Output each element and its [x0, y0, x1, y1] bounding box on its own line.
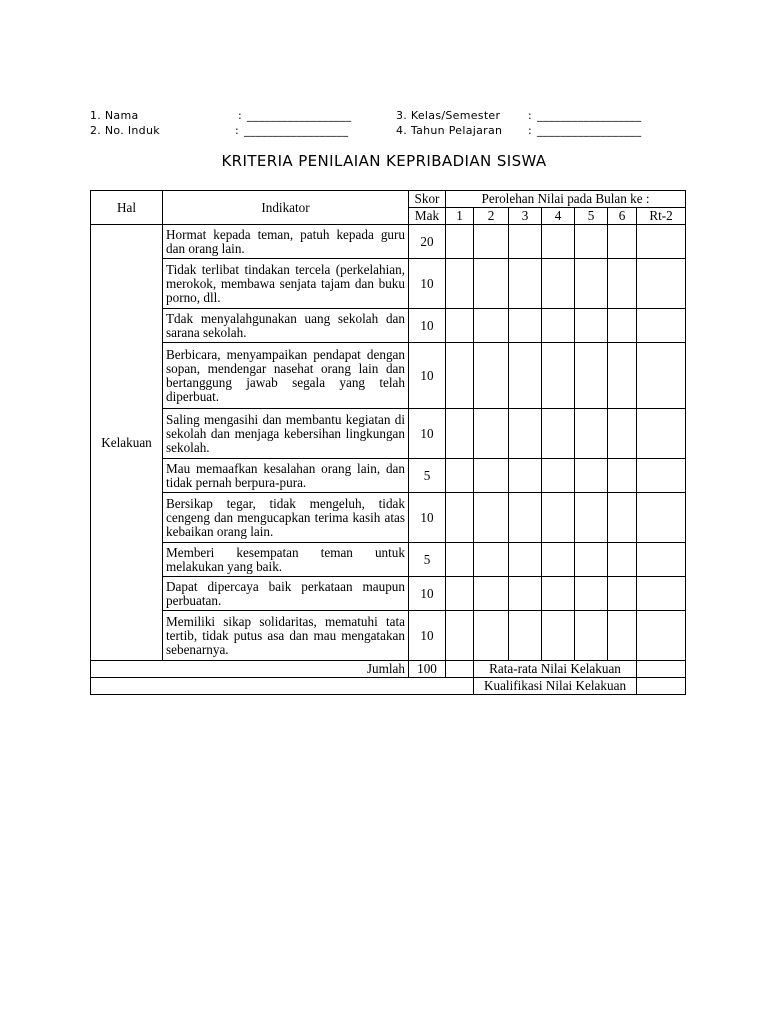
max-score: 10 — [409, 577, 446, 611]
field-tahun-blank[interactable]: __________________ — [537, 124, 642, 137]
category-kelakuan: Kelakuan — [91, 225, 163, 661]
indicator-text: Dapat dipercaya baik perkataan maupun perbuatan. — [163, 577, 409, 611]
table-row — [91, 611, 686, 661]
field-nama-sep: : — [238, 109, 243, 122]
header-perolehan: Perolehan Nilai pada Bulan ke : — [446, 191, 686, 208]
table-row — [91, 309, 686, 343]
assessment-table — [90, 190, 686, 695]
header-month-2: 2 — [474, 208, 509, 225]
score-cell[interactable] — [575, 343, 608, 409]
score-cell[interactable] — [542, 409, 575, 459]
score-cell[interactable] — [474, 611, 509, 661]
indicator-text: Saling mengasihi dan membantu kegiatan di sekolah dan menjaga kebersihan lingkungan sekolah. — [163, 409, 409, 459]
score-cell[interactable] — [509, 577, 542, 611]
field-kelas-blank[interactable]: __________________ — [537, 109, 642, 122]
score-cell[interactable] — [474, 543, 509, 577]
score-cell[interactable] — [637, 493, 686, 543]
table-row — [91, 225, 686, 259]
score-cell[interactable] — [542, 259, 575, 309]
header-indikator: Indikator — [163, 191, 409, 225]
score-cell[interactable] — [575, 409, 608, 459]
header-rt2: Rt-2 — [637, 208, 686, 225]
score-cell[interactable] — [637, 543, 686, 577]
indicator-text: Tdak menyalahgunakan uang sekolah dan sarana sekolah. — [163, 309, 409, 343]
score-cell[interactable] — [509, 259, 542, 309]
score-cell[interactable] — [542, 459, 575, 493]
score-cell[interactable] — [608, 343, 637, 409]
score-cell[interactable] — [608, 459, 637, 493]
score-cell[interactable] — [474, 309, 509, 343]
score-cell[interactable] — [446, 577, 474, 611]
score-cell[interactable] — [575, 493, 608, 543]
score-cell[interactable] — [637, 309, 686, 343]
table-row — [91, 343, 686, 409]
score-cell[interactable] — [509, 611, 542, 661]
max-score: 10 — [409, 611, 446, 661]
score-cell[interactable] — [474, 343, 509, 409]
score-cell[interactable] — [637, 577, 686, 611]
indicator-text: Tidak terlibat tindakan tercela (perkelahian, merokok, membawa senjata tajam dan buku porno, dll. — [163, 259, 409, 309]
score-cell[interactable] — [542, 493, 575, 543]
max-score: 10 — [409, 493, 446, 543]
score-cell[interactable] — [575, 543, 608, 577]
score-cell[interactable] — [542, 225, 575, 259]
score-cell[interactable] — [446, 259, 474, 309]
table-row — [91, 493, 686, 543]
score-cell[interactable] — [542, 543, 575, 577]
score-cell[interactable] — [509, 459, 542, 493]
max-score: 10 — [409, 409, 446, 459]
score-cell[interactable] — [637, 611, 686, 661]
score-cell[interactable] — [542, 611, 575, 661]
score-cell[interactable] — [542, 343, 575, 409]
score-cell[interactable] — [446, 611, 474, 661]
score-cell[interactable] — [575, 459, 608, 493]
rata-rata-label: Rata-rata Nilai Kelakuan — [474, 661, 637, 678]
header-mak: Mak — [409, 208, 446, 225]
max-score: 10 — [409, 259, 446, 309]
indicator-text: Bersikap tegar, tidak mengeluh, tidak cengeng dan mengucapkan terima kasih atas kebaikan orang lain. — [163, 493, 409, 543]
score-cell[interactable] — [446, 459, 474, 493]
field-tahun-label: 4. Tahun Pelajaran — [396, 124, 503, 137]
max-score: 5 — [409, 543, 446, 577]
kualifikasi-row — [91, 678, 686, 695]
score-cell[interactable] — [509, 309, 542, 343]
field-no-induk-sep: : — [235, 124, 240, 137]
field-no-induk-label: 2. No. Induk — [90, 124, 160, 137]
score-cell[interactable] — [637, 225, 686, 259]
score-cell[interactable] — [608, 493, 637, 543]
kualifikasi-label: Kualifikasi Nilai Kelakuan — [474, 678, 637, 695]
indicator-text: Memberi kesempatan teman untuk melakukan yang baik. — [163, 543, 409, 577]
score-cell[interactable] — [509, 343, 542, 409]
header-month-3: 3 — [509, 208, 542, 225]
table-row — [91, 409, 686, 459]
jumlah-value: 100 — [409, 661, 446, 678]
score-cell[interactable] — [608, 309, 637, 343]
score-cell[interactable] — [575, 611, 608, 661]
kualifikasi-value-cell[interactable] — [637, 678, 686, 695]
score-cell[interactable] — [509, 225, 542, 259]
score-cell[interactable] — [446, 309, 474, 343]
header-month-4: 4 — [542, 208, 575, 225]
field-kelas-label: 3. Kelas/Semester — [396, 109, 501, 122]
score-cell[interactable] — [509, 409, 542, 459]
field-kelas-sep: : — [528, 109, 533, 122]
table-row — [91, 577, 686, 611]
header-month-1: 1 — [446, 208, 474, 225]
field-nama-blank[interactable]: __________________ — [247, 109, 352, 122]
score-cell[interactable] — [608, 543, 637, 577]
score-cell[interactable] — [608, 259, 637, 309]
score-cell[interactable] — [474, 459, 509, 493]
field-tahun-sep: : — [528, 124, 533, 137]
score-cell[interactable] — [608, 577, 637, 611]
score-cell[interactable] — [446, 343, 474, 409]
footer-empty-cell — [91, 678, 474, 695]
indicator-text: Hormat kepada teman, patuh kepada guru dan orang lain. — [163, 225, 409, 259]
score-cell[interactable] — [509, 543, 542, 577]
score-cell[interactable] — [446, 543, 474, 577]
score-cell[interactable] — [474, 409, 509, 459]
table-row — [91, 543, 686, 577]
indicator-text: Mau memaafkan kesalahan orang lain, dan tidak pernah berpura-pura. — [163, 459, 409, 493]
score-cell[interactable] — [474, 577, 509, 611]
field-nama-label: 1. Nama — [90, 109, 139, 122]
score-cell[interactable] — [509, 493, 542, 543]
table-row — [91, 259, 686, 309]
score-cell[interactable] — [575, 577, 608, 611]
header-skor: Skor — [409, 191, 446, 208]
score-cell[interactable] — [637, 259, 686, 309]
jumlah-label: Jumlah — [91, 661, 409, 678]
header-month-6: 6 — [608, 208, 637, 225]
score-cell[interactable] — [575, 309, 608, 343]
score-cell[interactable] — [637, 459, 686, 493]
score-cell[interactable] — [575, 225, 608, 259]
header-hal: Hal — [91, 191, 163, 225]
score-cell[interactable] — [474, 493, 509, 543]
jumlah-row — [91, 661, 686, 678]
rata-rata-value-cell[interactable] — [637, 661, 686, 678]
score-cell[interactable] — [575, 259, 608, 309]
max-score: 5 — [409, 459, 446, 493]
score-cell[interactable] — [446, 409, 474, 459]
score-cell[interactable] — [474, 259, 509, 309]
score-cell[interactable] — [637, 409, 686, 459]
score-cell[interactable] — [637, 343, 686, 409]
indicator-text: Berbicara, menyampaikan pendapat dengan sopan, mendengar nasehat orang lain dan bertanggung jawab segala yang telah diperbuat. — [163, 343, 409, 409]
max-score: 20 — [409, 225, 446, 259]
header-month-5: 5 — [575, 208, 608, 225]
score-cell[interactable] — [542, 309, 575, 343]
score-cell[interactable] — [608, 409, 637, 459]
indicator-text: Memiliki sikap solidaritas, mematuhi tata tertib, tidak putus asa dan mau mengatakan sebenarnya. — [163, 611, 409, 661]
score-cell[interactable] — [446, 493, 474, 543]
score-cell[interactable] — [474, 225, 509, 259]
score-cell[interactable] — [542, 577, 575, 611]
footer-empty-cell — [446, 661, 474, 678]
score-cell[interactable] — [608, 611, 637, 661]
table-row — [91, 459, 686, 493]
max-score: 10 — [409, 309, 446, 343]
page-title: KRITERIA PENILAIAN KEPRIBADIAN SISWA — [221, 152, 547, 170]
score-cell[interactable] — [608, 225, 637, 259]
score-cell[interactable] — [446, 225, 474, 259]
max-score: 10 — [409, 343, 446, 409]
field-no-induk-blank[interactable]: __________________ — [244, 124, 349, 137]
